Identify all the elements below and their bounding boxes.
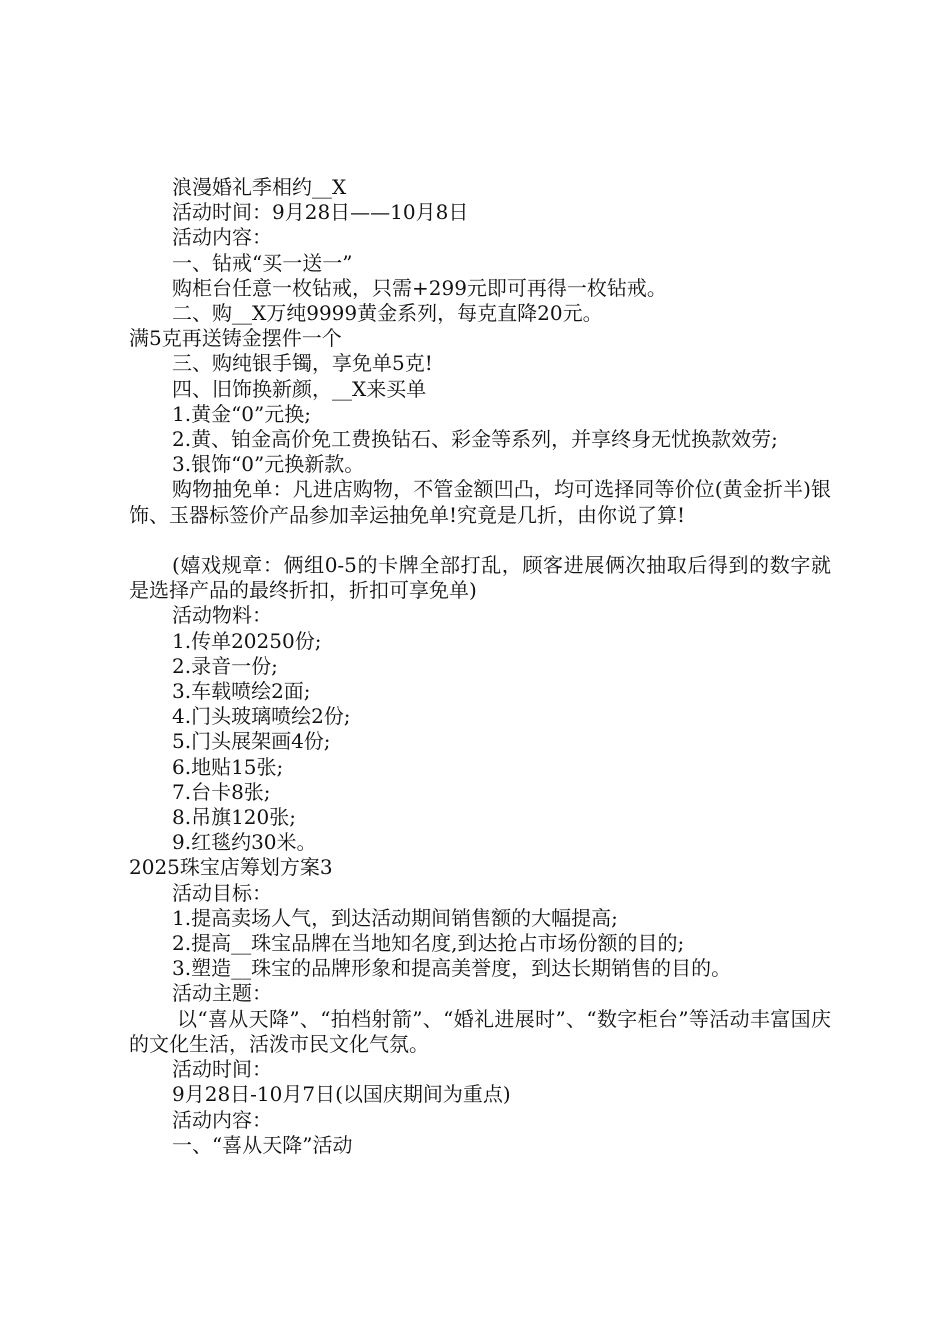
list-item: 2.提高__珠宝品牌在当地知名度,到达抢占市场份额的目的; [172, 931, 685, 956]
section-heading: 活动物料： [172, 603, 272, 628]
list-item: 5.门头展架画4份; [172, 729, 331, 754]
list-item: 6.地贴15张; [172, 754, 284, 779]
document-page [129, 175, 831, 1158]
section-heading: 活动主题： [172, 981, 272, 1006]
list-item: 三、购纯银手镯，享免单5克! [172, 351, 433, 376]
list-item: 3.车载喷绘2面; [172, 679, 311, 704]
activity-time-line: 活动时间：9月28日——10月8日 [172, 200, 469, 225]
section-heading: 活动时间： [172, 1057, 272, 1082]
document-title: 浪漫婚礼季相约__X [172, 175, 347, 199]
list-item: 一、钻戒“买一送一” [172, 250, 353, 275]
list-item: 1.提高卖场人气，到达活动期间销售额的大幅提高; [172, 905, 618, 930]
paragraph: 2.黄、铂金高价免工费换钻石、彩金等系列，并享终身无忧换款效劳; [172, 427, 778, 452]
list-item: 一、“喜从天降”活动 [172, 1132, 353, 1157]
list-item: 满5克再送铸金摆件一个 [129, 326, 342, 351]
section-heading: 活动内容： [172, 1107, 272, 1132]
blank-line [129, 528, 831, 553]
list-item: 二、购__X万纯9999黄金系列，每克直降20元。 [172, 301, 603, 326]
list-item: 2.录音一份; [172, 653, 278, 678]
section-heading: 活动内容： [172, 225, 272, 250]
section-heading: 活动目标： [172, 880, 272, 905]
list-item: 3.银饰“0”元换新款。 [172, 452, 365, 477]
list-item: 购柜台任意一枚钻戒，只需+299元即可再得一枚钻戒。 [172, 275, 667, 300]
paragraph: 以“喜从天降”、“拍档射箭”、“婚礼进展时”、“数字柜台”等活动丰富国庆的文化生活，活泼市民文化气氛。 [129, 1006, 831, 1056]
list-item: 3.塑造__珠宝的品牌形象和提高美誉度，到达长期销售的目的。 [172, 956, 732, 981]
plan-heading: 2025珠宝店筹划方案3 [129, 855, 333, 880]
list-item: 9月28日-10月7日(以国庆期间为重点) [172, 1082, 511, 1107]
paragraph: 购物抽免单：凡进店购物，不管金额凹凸，均可选择同等价位(黄金折半)银饰、玉器标签价产品参加幸运抽免单!究竟是几折，由你说了算! [129, 477, 831, 527]
list-item: 1.黄金“0”元换; [172, 401, 311, 426]
paragraph: (嬉戏规章：俩组0-5的卡牌全部打乱，顾客进展俩次抽取后得到的数字就是选择产品的最终折扣，折扣可享免单) [129, 553, 831, 603]
list-item: 9.红毯约30米。 [172, 830, 317, 855]
list-item: 四、旧饰换新颜，__X来买单 [172, 376, 427, 401]
list-item: 7.台卡8张; [172, 779, 271, 804]
list-item: 1.传单20250份; [172, 628, 322, 653]
list-item: 4.门头玻璃喷绘2份; [172, 704, 351, 729]
list-item: 8.吊旗120张; [172, 805, 296, 830]
